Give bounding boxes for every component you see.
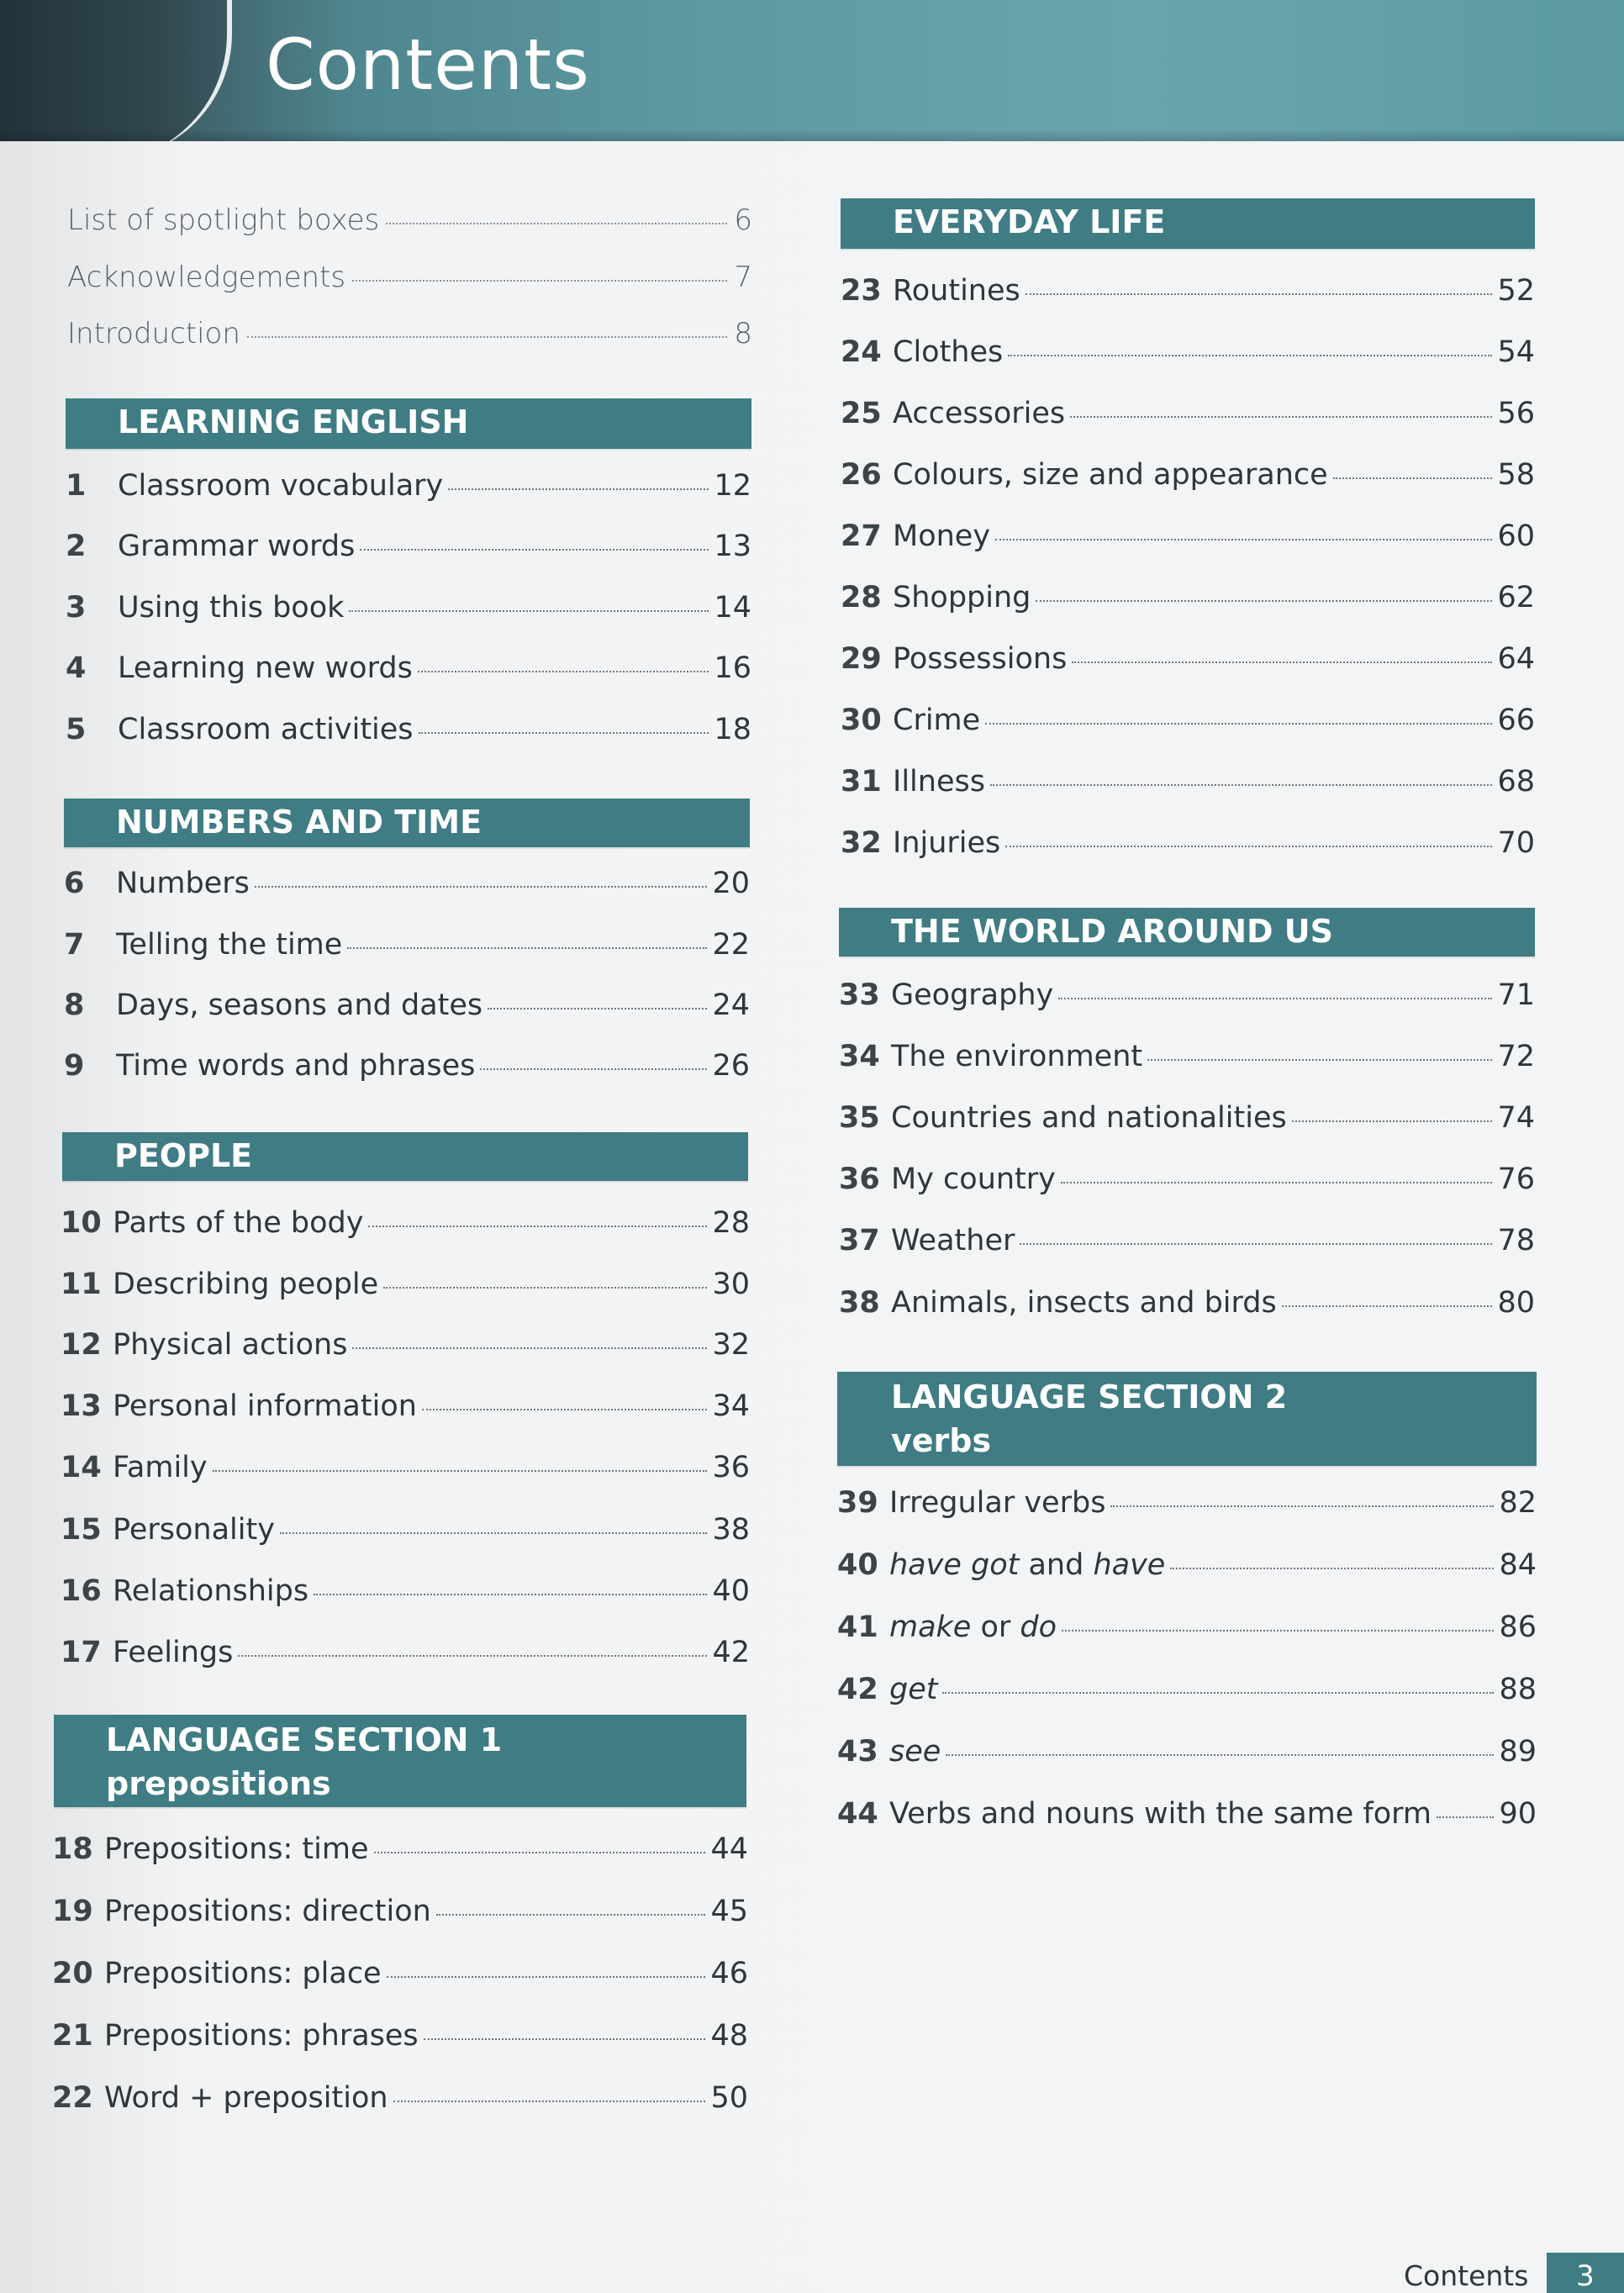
- toc-entry-leader: [383, 1287, 707, 1289]
- toc-entry-leader: [1282, 1305, 1493, 1307]
- toc-entry-number: 21: [52, 2019, 93, 2053]
- toc-entry-leader: [360, 549, 709, 551]
- intro-entry-introduction[interactable]: [67, 317, 752, 351]
- toc-entry-number: 44: [837, 1797, 878, 1831]
- toc-entry-leader: [424, 2038, 706, 2040]
- toc-entry-number: 30: [841, 704, 882, 737]
- toc-entry-page: 38: [712, 1513, 750, 1547]
- toc-entry-number: 39: [837, 1486, 878, 1520]
- toc-entry-title: My country: [891, 1162, 1056, 1196]
- toc-entry-leader: [990, 784, 1492, 786]
- toc-entry-leader: [238, 1655, 707, 1657]
- toc-entry-13[interactable]: [61, 1389, 750, 1423]
- toc-entry-title: The environment: [891, 1040, 1143, 1073]
- toc-entry-44[interactable]: [837, 1797, 1537, 1831]
- toc-entry-leader: [942, 1692, 1494, 1694]
- toc-entry-number: 37: [839, 1224, 880, 1257]
- toc-entry-16[interactable]: [61, 1574, 750, 1608]
- toc-entry-number: 41: [837, 1610, 878, 1644]
- toc-entry-number: 20: [52, 1957, 93, 1990]
- toc-entry-number: 35: [839, 1101, 880, 1135]
- toc-entry-21[interactable]: [52, 2019, 748, 2053]
- toc-entry-leader: [418, 671, 709, 672]
- toc-entry-page: 32: [712, 1328, 750, 1362]
- toc-entry-page: 62: [1497, 581, 1535, 614]
- toc-entry-title: Prepositions: place: [104, 1957, 382, 1990]
- toc-entry-24[interactable]: [841, 335, 1535, 369]
- toc-entry-number: 2: [66, 530, 87, 563]
- toc-entry-43[interactable]: [837, 1735, 1537, 1769]
- toc-entry-leader: [314, 1594, 707, 1595]
- toc-entry-leader: [1026, 293, 1493, 295]
- toc-entry-26[interactable]: [841, 458, 1535, 492]
- toc-entry-number: 32: [841, 826, 882, 860]
- toc-entry-title: Animals, insects and birds: [891, 1286, 1277, 1320]
- toc-entry-page: 89: [1499, 1735, 1537, 1769]
- toc-entry-number: 14: [61, 1451, 102, 1484]
- toc-entry-leader: [1005, 846, 1492, 847]
- toc-entry-leader: [419, 732, 709, 734]
- section-header-people: PEOPLE: [62, 1132, 748, 1181]
- toc-entry-number: 43: [837, 1735, 878, 1769]
- toc-entry-40[interactable]: [837, 1548, 1537, 1582]
- toc-entry-title: Prepositions: phrases: [104, 2019, 419, 2053]
- toc-entry-6[interactable]: [64, 867, 750, 900]
- toc-entry-title: Shopping: [893, 581, 1031, 614]
- toc-entry-23[interactable]: [841, 274, 1535, 308]
- toc-entry-1[interactable]: [66, 469, 751, 503]
- toc-entry-9[interactable]: [64, 1049, 750, 1083]
- toc-entry-number: 42: [837, 1673, 878, 1706]
- toc-entry-39[interactable]: [837, 1486, 1537, 1520]
- toc-entry-30[interactable]: [841, 704, 1535, 737]
- toc-entry-32[interactable]: [841, 826, 1535, 860]
- toc-entry-number: 38: [839, 1286, 880, 1320]
- intro-entry-page: 6: [734, 203, 752, 237]
- toc-entry-page: 88: [1499, 1673, 1537, 1706]
- toc-entry-leader: [1437, 1816, 1494, 1818]
- toc-entry-title: Weather: [891, 1224, 1015, 1257]
- toc-entry-29[interactable]: [841, 642, 1535, 676]
- toc-entry-title: Possessions: [893, 642, 1068, 676]
- toc-entry-2[interactable]: [66, 530, 751, 563]
- toc-entry-leader: [1036, 600, 1492, 602]
- toc-entry-page: 72: [1497, 1040, 1535, 1073]
- footer-label: Contents: [1404, 2259, 1529, 2292]
- toc-entry-leader: [1333, 477, 1493, 479]
- toc-entry-34[interactable]: [839, 1040, 1535, 1073]
- toc-entry-page: 58: [1497, 458, 1535, 492]
- toc-entry-title: have got and have: [889, 1548, 1166, 1582]
- toc-entry-28[interactable]: [841, 581, 1535, 614]
- toc-entry-number: 29: [841, 642, 882, 676]
- toc-entry-7[interactable]: [64, 928, 750, 962]
- toc-entry-leader: [393, 2101, 706, 2102]
- toc-entry-10[interactable]: [61, 1206, 750, 1240]
- toc-entry-page: 18: [714, 713, 751, 746]
- toc-entry-leader: [1110, 1505, 1494, 1507]
- toc-entry-page: 48: [710, 2019, 748, 2053]
- toc-entry-title: Time words and phrases: [116, 1049, 476, 1083]
- toc-entry-number: 36: [839, 1162, 880, 1196]
- toc-entry-title: Routines: [893, 274, 1020, 308]
- toc-entry-page: 36: [712, 1451, 750, 1484]
- toc-entry-number: 31: [841, 765, 882, 799]
- toc-entry-page: 40: [712, 1574, 750, 1608]
- toc-entry-title: Classroom activities: [118, 713, 414, 746]
- toc-entry-page: 20: [712, 867, 750, 900]
- toc-entry-number: 19: [52, 1895, 93, 1928]
- toc-entry-leader: [1058, 998, 1492, 999]
- toc-entry-37[interactable]: [839, 1224, 1535, 1257]
- intro-entry-title: Introduction: [67, 317, 240, 351]
- toc-entry-title: Family: [113, 1451, 208, 1484]
- toc-entry-page: 70: [1497, 826, 1535, 860]
- toc-entry-page: 66: [1497, 704, 1535, 737]
- toc-entry-leader: [1072, 662, 1492, 663]
- toc-entry-number: 3: [66, 591, 87, 625]
- toc-entry-35[interactable]: [839, 1101, 1535, 1135]
- toc-entry-5[interactable]: [66, 713, 751, 746]
- toc-entry-page: 26: [712, 1049, 750, 1083]
- toc-entry-title: Relationships: [113, 1574, 309, 1608]
- toc-entry-number: 15: [61, 1513, 102, 1547]
- toc-entry-title: Classroom vocabulary: [118, 469, 444, 503]
- toc-entry-number: 26: [841, 458, 882, 492]
- toc-entry-leader: [1008, 355, 1492, 356]
- intro-entry-page: 7: [734, 261, 752, 294]
- toc-entry-page: 54: [1497, 335, 1535, 369]
- toc-entry-page: 24: [712, 988, 750, 1022]
- toc-entry-page: 12: [714, 469, 751, 503]
- toc-entry-number: 10: [61, 1206, 102, 1240]
- toc-entry-number: 8: [64, 988, 85, 1022]
- toc-entry-number: 17: [61, 1636, 102, 1669]
- toc-entry-title: Numbers: [116, 867, 250, 900]
- toc-entry-leader: [1020, 1243, 1492, 1245]
- toc-entry-page: 42: [712, 1636, 750, 1669]
- toc-entry-title: Injuries: [893, 826, 1001, 860]
- toc-entry-38[interactable]: [839, 1286, 1535, 1320]
- toc-entry-20[interactable]: [52, 1957, 748, 1990]
- toc-entry-14[interactable]: [61, 1451, 750, 1484]
- toc-entry-page: 56: [1497, 397, 1535, 430]
- toc-entry-page: 34: [712, 1389, 750, 1423]
- section-header-language-section-1: LANGUAGE SECTION 1 prepositions: [54, 1715, 746, 1807]
- toc-entry-title: Personal information: [113, 1389, 417, 1423]
- toc-entry-title: Physical actions: [113, 1328, 348, 1362]
- toc-entry-25[interactable]: [841, 397, 1535, 430]
- toc-entry-leader: [448, 488, 709, 490]
- toc-entry-number: 27: [841, 519, 882, 553]
- header-tab-decoration: [0, 0, 232, 141]
- toc-entry-title: Colours, size and appearance: [893, 458, 1328, 492]
- toc-entry-number: 12: [61, 1328, 102, 1362]
- toc-entry-title: Grammar words: [118, 530, 356, 563]
- toc-entry-number: 7: [64, 928, 85, 962]
- section-header-language-section-2: LANGUAGE SECTION 2 verbs: [837, 1372, 1537, 1466]
- toc-entry-page: 82: [1499, 1486, 1537, 1520]
- toc-entry-number: 33: [839, 978, 880, 1012]
- toc-entry-page: 52: [1497, 274, 1535, 308]
- intro-entry-acknowledgements[interactable]: [67, 261, 752, 294]
- toc-entry-11[interactable]: [61, 1268, 750, 1301]
- toc-entry-leader: [985, 723, 1492, 725]
- toc-entry-title: Word + preposition: [104, 2081, 388, 2115]
- toc-entry-leader: [1292, 1120, 1493, 1122]
- toc-entry-number: 24: [841, 335, 882, 369]
- toc-entry-title: Irregular verbs: [889, 1486, 1106, 1520]
- toc-entry-title: Geography: [891, 978, 1054, 1012]
- toc-entry-title: see: [889, 1735, 941, 1769]
- toc-entry-title: Parts of the body: [113, 1206, 364, 1240]
- toc-entry-title: Feelings: [113, 1636, 234, 1669]
- toc-entry-leader: [488, 1008, 707, 1009]
- page-title: Contents: [266, 24, 590, 106]
- toc-entry-page: 78: [1497, 1224, 1535, 1257]
- toc-entry-page: 64: [1497, 642, 1535, 676]
- toc-entry-number: 23: [841, 274, 882, 308]
- toc-entry-page: 45: [710, 1895, 748, 1928]
- toc-entry-4[interactable]: [66, 651, 751, 685]
- toc-entry-leader: [480, 1068, 707, 1070]
- section-header-world-around-us: THE WORLD AROUND US: [839, 908, 1535, 957]
- toc-entry-leader: [213, 1470, 708, 1472]
- toc-entry-page: 84: [1499, 1548, 1537, 1582]
- toc-entry-number: 9: [64, 1049, 85, 1083]
- toc-entry-leader: [422, 1409, 708, 1410]
- toc-entry-page: 60: [1497, 519, 1535, 553]
- toc-entry-leader: [1170, 1568, 1494, 1569]
- toc-entry-number: 1: [66, 469, 87, 503]
- section-header-learning-english: LEARNING ENGLISH: [66, 398, 751, 449]
- toc-entry-page: 44: [710, 1832, 748, 1866]
- intro-entry-title: Acknowledgements: [67, 261, 346, 294]
- toc-entry-leader: [349, 610, 709, 612]
- toc-entry-title: Illness: [893, 765, 985, 799]
- toc-entry-8[interactable]: [64, 988, 750, 1022]
- toc-entry-number: 18: [52, 1832, 93, 1866]
- toc-entry-title: Prepositions: direction: [104, 1895, 431, 1928]
- toc-entry-page: 90: [1499, 1797, 1537, 1831]
- toc-entry-title: Using this book: [118, 591, 345, 625]
- toc-entry-number: 11: [61, 1268, 102, 1301]
- toc-entry-page: 86: [1499, 1610, 1537, 1644]
- toc-entry-title: Clothes: [893, 335, 1004, 369]
- toc-entry-3[interactable]: [66, 591, 751, 625]
- toc-entry-leader: [280, 1532, 708, 1534]
- toc-entry-page: 22: [712, 928, 750, 962]
- toc-entry-page: 71: [1497, 978, 1535, 1012]
- toc-entry-page: 68: [1497, 765, 1535, 799]
- toc-entry-leader: [368, 1226, 707, 1227]
- toc-entry-title: Accessories: [893, 397, 1066, 430]
- toc-entry-page: 80: [1497, 1286, 1535, 1320]
- toc-entry-33[interactable]: [839, 978, 1535, 1012]
- toc-entry-page: 13: [714, 530, 751, 563]
- toc-entry-number: 34: [839, 1040, 880, 1073]
- toc-entry-number: 4: [66, 651, 87, 685]
- toc-entry-title: Learning new words: [118, 651, 413, 685]
- toc-entry-12[interactable]: [61, 1328, 750, 1362]
- toc-entry-title: Personality: [113, 1513, 275, 1547]
- toc-entry-15[interactable]: [61, 1513, 750, 1547]
- toc-entry-31[interactable]: [841, 765, 1535, 799]
- intro-entry-title: List of spotlight boxes: [67, 203, 380, 237]
- toc-entry-leader: [347, 947, 707, 949]
- toc-entry-page: 50: [710, 2081, 748, 2115]
- toc-entry-page: 74: [1497, 1101, 1535, 1135]
- page-header: [0, 0, 1624, 141]
- toc-entry-page: 46: [710, 1957, 748, 1990]
- toc-entry-title: get: [889, 1673, 938, 1706]
- toc-entry-leader: [1062, 1630, 1494, 1631]
- toc-entry-title: Countries and nationalities: [891, 1101, 1287, 1135]
- toc-entry-leader: [1061, 1182, 1493, 1183]
- toc-entry-41[interactable]: [837, 1610, 1537, 1644]
- toc-entry-18[interactable]: [52, 1832, 748, 1866]
- toc-entry-page: 76: [1497, 1162, 1535, 1196]
- toc-entry-leader: [374, 1852, 706, 1853]
- toc-entry-leader: [387, 1976, 706, 1978]
- toc-entry-leader: [946, 1754, 1494, 1756]
- toc-entry-leader: [1070, 416, 1492, 418]
- toc-entry-leader: [255, 886, 708, 888]
- intro-entry-page: 8: [734, 317, 752, 351]
- toc-entry-number: 5: [66, 713, 87, 746]
- toc-entry-leader: [1147, 1059, 1492, 1061]
- toc-entry-title: Money: [893, 519, 991, 553]
- section-header-everyday-life: EVERYDAY LIFE: [841, 198, 1535, 249]
- section-header-numbers-and-time: NUMBERS AND TIME: [64, 799, 750, 847]
- toc-entry-19[interactable]: [52, 1895, 748, 1928]
- toc-entry-number: 28: [841, 581, 882, 614]
- toc-entry-page: 16: [714, 651, 751, 685]
- toc-entry-leader: [436, 1914, 706, 1916]
- toc-entry-page: 14: [714, 591, 751, 625]
- toc-entry-leader: [352, 1347, 707, 1349]
- intro-entry-spotlight[interactable]: [67, 203, 752, 237]
- toc-entry-number: 40: [837, 1548, 878, 1582]
- toc-entry-22[interactable]: [52, 2081, 748, 2115]
- toc-entry-42[interactable]: [837, 1673, 1537, 1706]
- toc-entry-36[interactable]: [839, 1162, 1535, 1196]
- toc-entry-title: Prepositions: time: [104, 1832, 369, 1866]
- toc-entry-page: 28: [712, 1206, 750, 1240]
- toc-entry-number: 25: [841, 397, 882, 430]
- toc-entry-title: Crime: [893, 704, 981, 737]
- toc-entry-title: Describing people: [113, 1268, 379, 1301]
- toc-entry-number: 6: [64, 867, 85, 900]
- toc-entry-leader: [995, 539, 1492, 540]
- toc-entry-number: 22: [52, 2081, 93, 2115]
- toc-entry-page: 30: [712, 1268, 750, 1301]
- toc-entry-number: 13: [61, 1389, 102, 1423]
- toc-entry-27[interactable]: [841, 519, 1535, 553]
- toc-entry-title: make or do: [889, 1610, 1057, 1644]
- toc-entry-number: 16: [61, 1574, 102, 1608]
- toc-entry-title: Telling the time: [116, 928, 343, 962]
- toc-entry-17[interactable]: [61, 1636, 750, 1669]
- toc-entry-title: Days, seasons and dates: [116, 988, 483, 1022]
- footer-page-number: 3: [1547, 2253, 1624, 2293]
- toc-entry-title: Verbs and nouns with the same form: [889, 1797, 1432, 1831]
